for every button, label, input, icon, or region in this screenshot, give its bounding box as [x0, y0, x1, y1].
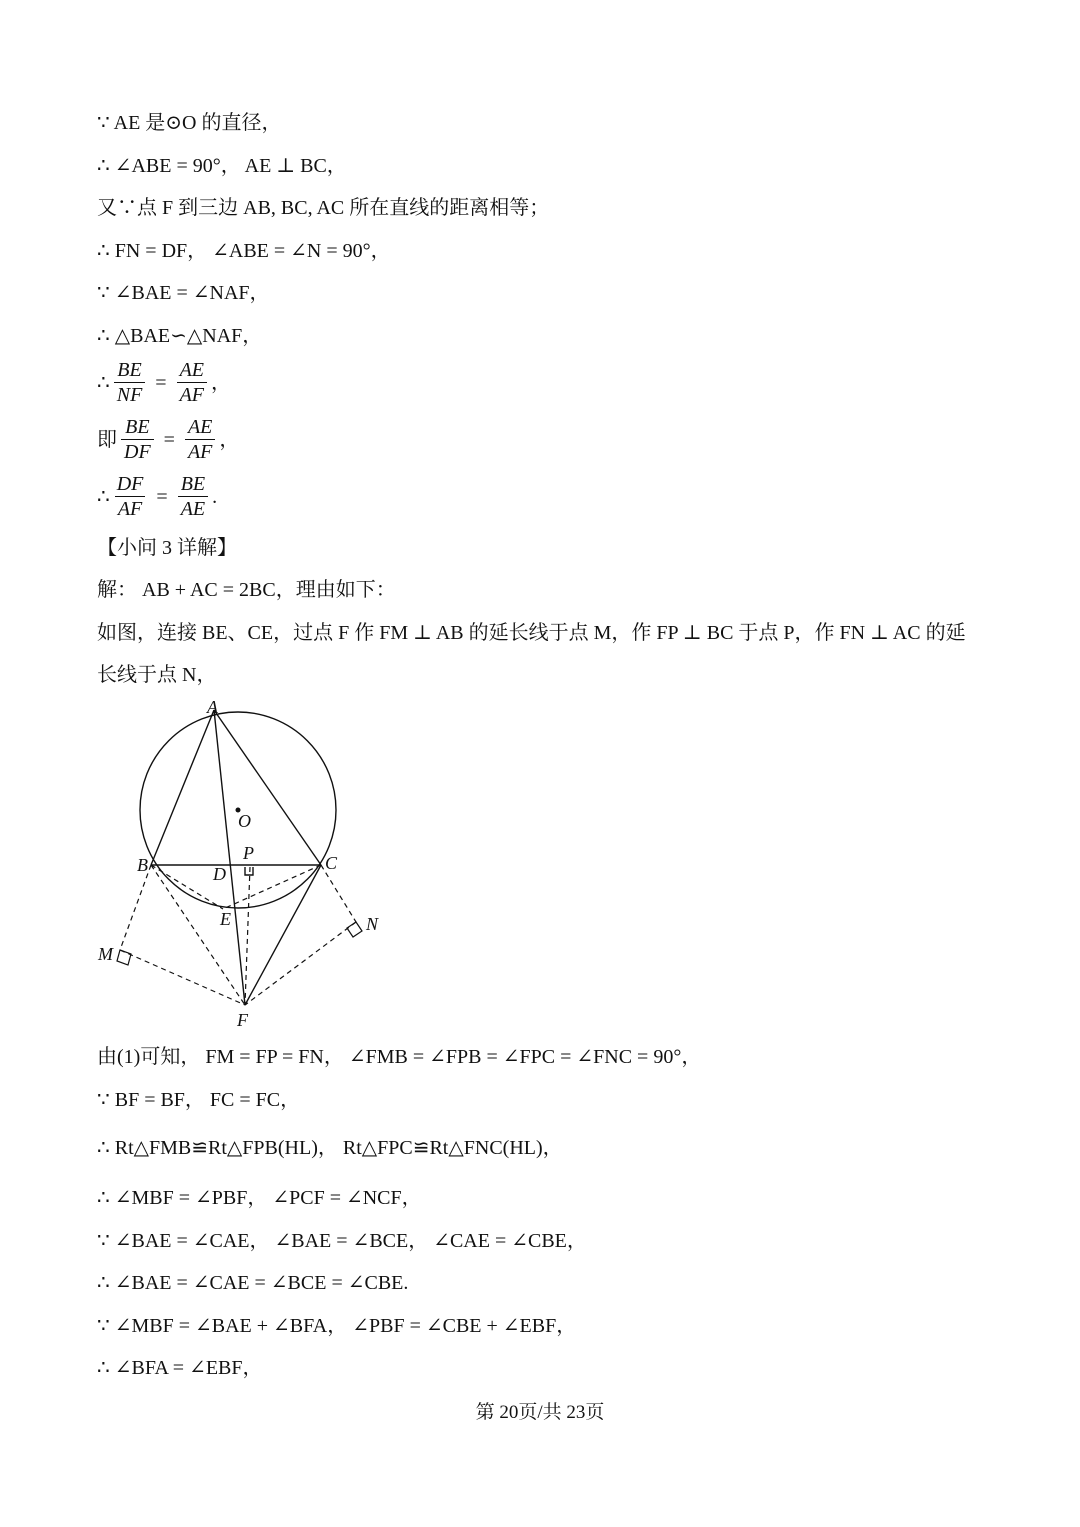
geometry-figure [90, 695, 390, 1035]
label-p: P [243, 843, 254, 863]
text-line: ∴ FN = DF， ∠ABE = ∠N = 90°， [97, 240, 391, 262]
label-c: C [325, 853, 338, 873]
equals-sign: = [155, 371, 167, 394]
fraction-prefix: ∴ [97, 485, 110, 508]
text-line: ∵ ∠BAE = ∠NAF， [97, 282, 270, 304]
right-angle-mark-p [245, 867, 253, 875]
label-e: E [220, 909, 231, 929]
fraction-right [185, 415, 215, 464]
section-title: 【小问 3 详解】 [97, 537, 237, 559]
text-line: ∵ ∠MBF = ∠BAE + ∠BFA， ∠PBF = ∠CBE + ∠EBF， [97, 1315, 577, 1337]
text-line: ∵ ∠BAE = ∠CAE， ∠BAE = ∠BCE， ∠CAE = ∠CBE， [97, 1230, 587, 1252]
text-line: ∴ △BAE∽△NAF， [97, 325, 263, 347]
denominator: DF [121, 439, 154, 464]
label-b: B [137, 855, 148, 875]
segment-pf [245, 867, 250, 1005]
label-f: F [237, 1010, 248, 1030]
fraction-prefix: 即 [97, 428, 117, 451]
numerator: AE [179, 359, 205, 381]
numerator: BE [117, 359, 142, 381]
construction-line: 长线于点 N， [97, 664, 217, 686]
text-line: ∴ ∠BFA = ∠EBF， [97, 1357, 263, 1379]
fraction-suffix: ， [211, 371, 232, 394]
text-line: ∴ ∠ABE = 90°， AE ⊥ BC， [97, 155, 347, 177]
denominator: AF [115, 496, 145, 521]
segment-af [214, 710, 245, 1005]
fraction-left [114, 472, 147, 521]
text-line: ∵ AE 是⊙O 的直径， [97, 112, 282, 134]
text-line: 又∵点 F 到三边 AB, BC, AC 所在直线的距离相等； [97, 197, 550, 219]
text-line: ∵ BF = BF， FC = FC， [97, 1089, 301, 1111]
denominator: AF [177, 382, 207, 407]
segment-bm [120, 865, 151, 950]
denominator: AE [178, 496, 208, 521]
fraction-suffix: . [212, 485, 218, 508]
segment-cf [245, 865, 321, 1005]
label-o: O [238, 811, 251, 831]
fraction-equation [97, 358, 231, 407]
fraction-right [177, 358, 207, 407]
denominator: AF [185, 439, 215, 464]
numerator: AE [187, 416, 213, 438]
fraction-right [178, 472, 208, 521]
equals-sign: = [163, 428, 175, 451]
label-n: N [366, 914, 379, 934]
segment-nf [245, 922, 356, 1005]
text-line: 由(1)可知， FM = FP = FN， ∠FMB = ∠FPB = ∠FPC = ∠FNC = 90°， [97, 1046, 702, 1068]
text-line: ∴ ∠MBF = ∠PBF， ∠PCF = ∠NCF， [97, 1187, 422, 1209]
right-angle-mark-n [347, 922, 362, 937]
equals-sign: = [156, 485, 168, 508]
segment-ac [214, 710, 321, 865]
denominator: NF [114, 382, 146, 407]
fraction-left [121, 415, 154, 464]
page-footer: 第 20页/共 23页 [475, 1402, 605, 1423]
numerator: BE [180, 473, 206, 495]
numerator: DF [116, 473, 144, 495]
construction-line: 如图，连接 BE、CE，过点 F 作 FM ⊥ AB 的延长线于点 M，作 FP ⊥ BC 于点 P，作 FN ⊥ AC 的延 [97, 622, 966, 644]
fraction-left [114, 358, 146, 407]
fraction-suffix: ， [219, 428, 240, 451]
text-line: ∴ Rt△FMB≌Rt△FPB(HL)， Rt△FPC≌Rt△FNC(HL)， [97, 1137, 563, 1159]
fraction-prefix: ∴ [97, 371, 110, 394]
numerator: BE [125, 416, 150, 438]
text-line: ∴ ∠BAE = ∠CAE = ∠BCE = ∠CBE. [97, 1272, 409, 1294]
solution-line: 解： AB + AC = 2BC，理由如下： [97, 579, 396, 601]
fraction-equation [97, 472, 217, 521]
segment-ab [151, 710, 214, 865]
segment-cn [321, 865, 356, 922]
label-m: M [98, 944, 113, 964]
fraction-equation [97, 415, 239, 464]
label-a: A [207, 697, 218, 717]
label-d: D [213, 864, 226, 884]
